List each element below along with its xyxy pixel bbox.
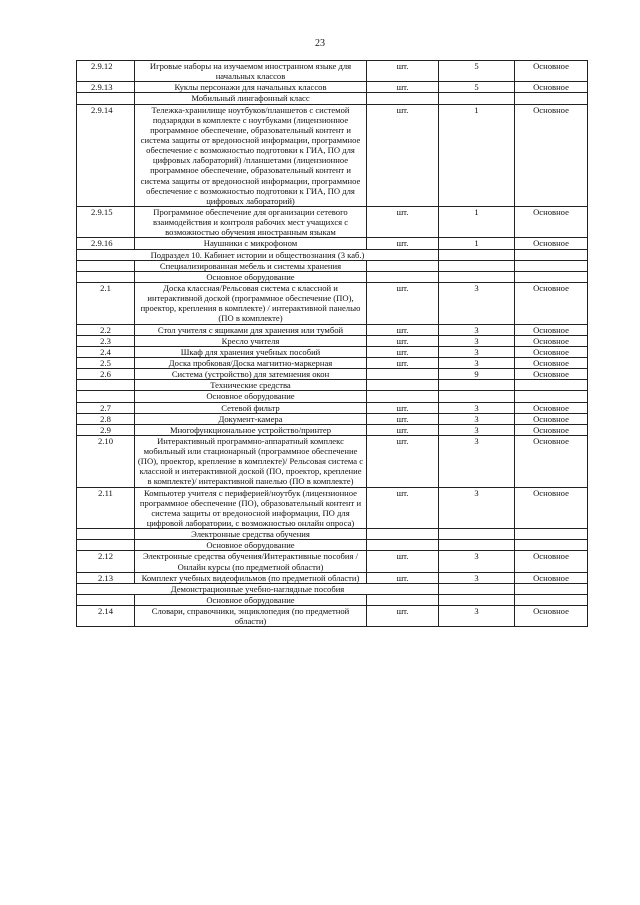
table-row (77, 346, 588, 357)
item-quantity: 3 (439, 346, 515, 357)
item-quantity: 3 (439, 335, 515, 346)
item-quantity: 1 (439, 104, 515, 206)
equipment-table-body (77, 61, 588, 627)
table-row (77, 324, 588, 335)
section-title: Мобильный лингафонный класс (135, 93, 367, 104)
item-type: Основное (515, 335, 588, 346)
section-header-row (77, 529, 588, 540)
empty-cell (367, 595, 439, 606)
subsection-title: Демонстрационные учебно-наглядные пособия (77, 583, 439, 594)
empty-cell (515, 583, 588, 594)
empty-cell (77, 595, 135, 606)
item-number: 2.11 (77, 487, 135, 529)
item-unit: шт. (367, 346, 439, 357)
section-header-row (77, 595, 588, 606)
item-name: Сетевой фильтр (135, 402, 367, 413)
item-number: 2.4 (77, 346, 135, 357)
empty-cell (439, 260, 515, 271)
subsection-header-row (77, 583, 588, 594)
item-type: Основное (515, 82, 588, 93)
empty-cell (439, 529, 515, 540)
item-number: 2.14 (77, 606, 135, 627)
item-type: Основное (515, 487, 588, 529)
item-type: Основное (515, 357, 588, 368)
item-name: Документ-камера (135, 413, 367, 424)
item-name: Игровые наборы на изучаемом иностранном языке для начальных классов (135, 61, 367, 82)
item-type: Основное (515, 435, 588, 487)
table-row (77, 369, 588, 380)
item-name: Интерактивный программно-аппаратный комплекс мобильный или стационарный (программное обеспечение (ПО), проектор, крепление в комплекте)/ Рельсовая система с классной и интерактивной доской (ПО, проектор, крепление в комплекте)/ интерактивной панелью (ПО в комплекте) (135, 435, 367, 487)
item-unit: шт. (367, 61, 439, 82)
item-quantity: 1 (439, 238, 515, 249)
empty-cell (367, 93, 439, 104)
item-unit: шт. (367, 324, 439, 335)
item-quantity: 3 (439, 413, 515, 424)
subsection-header-row (77, 249, 588, 260)
table-row (77, 282, 588, 324)
empty-cell (367, 391, 439, 402)
item-type: Основное (515, 324, 588, 335)
item-type: Основное (515, 369, 588, 380)
table-row (77, 606, 588, 627)
item-unit: шт. (367, 357, 439, 368)
item-number: 2.2 (77, 324, 135, 335)
item-unit: шт. (367, 104, 439, 206)
item-number: 2.8 (77, 413, 135, 424)
empty-cell (515, 380, 588, 391)
item-unit: шт. (367, 424, 439, 435)
item-quantity: 3 (439, 487, 515, 529)
empty-cell (439, 391, 515, 402)
empty-cell (515, 595, 588, 606)
table-row (77, 424, 588, 435)
empty-cell (515, 391, 588, 402)
empty-cell (77, 380, 135, 391)
item-number: 2.6 (77, 369, 135, 380)
empty-cell (439, 540, 515, 551)
item-number: 2.12 (77, 551, 135, 572)
table-row (77, 206, 588, 237)
empty-cell (515, 93, 588, 104)
empty-cell (367, 260, 439, 271)
section-header-row (77, 391, 588, 402)
empty-cell (439, 583, 515, 594)
item-name: Наушники с микрофоном (135, 238, 367, 249)
item-number: 2.9 (77, 424, 135, 435)
table-row (77, 487, 588, 529)
item-name: Словари, справочники, энциклопедия (по предметной области) (135, 606, 367, 627)
section-title: Основное оборудование (135, 391, 367, 402)
item-quantity: 3 (439, 282, 515, 324)
item-name: Доска пробковая/Доска магнитно-маркерная (135, 357, 367, 368)
item-name: Доска классная/Рельсовая система с классной и интерактивной доской (программное обеспечение (ПО), проектор, крепления в комплекте) / интерактивной панелью (ПО в комплекте) (135, 282, 367, 324)
empty-cell (439, 595, 515, 606)
empty-cell (515, 249, 588, 260)
item-type: Основное (515, 413, 588, 424)
equipment-table (76, 60, 588, 627)
item-unit: шт. (367, 435, 439, 487)
item-name: Куклы персонажи для начальных классов (135, 82, 367, 93)
item-quantity: 3 (439, 324, 515, 335)
item-name: Стол учителя с ящиками для хранения или тумбой (135, 324, 367, 335)
item-type: Основное (515, 104, 588, 206)
item-quantity: 5 (439, 61, 515, 82)
item-unit: шт. (367, 402, 439, 413)
table-row (77, 61, 588, 82)
item-number: 2.9.14 (77, 104, 135, 206)
item-number: 2.5 (77, 357, 135, 368)
empty-cell (367, 271, 439, 282)
item-quantity: 3 (439, 435, 515, 487)
item-number: 2.7 (77, 402, 135, 413)
empty-cell (439, 380, 515, 391)
item-unit: шт. (367, 572, 439, 583)
item-name: Шкаф для хранения учебных пособий (135, 346, 367, 357)
table-row (77, 413, 588, 424)
item-type: Основное (515, 572, 588, 583)
section-title: Основное оборудование (135, 595, 367, 606)
item-type: Основное (515, 402, 588, 413)
empty-cell (367, 540, 439, 551)
item-name: Тележка-хранилище ноутбуков/планшетов с системой подзарядки в комплекте с ноутбуками (лицензионное программное обеспечение, образовательный контент и система защиты от вредоносной информации, программное обеспечение с возможностью подготовки к ГИА, ПО для цифровых лабораторий) /планшетами (лицензионное программное обеспечение, образовательный контент и система защиты от вредоносной информации, программное обеспечение с возможностью подготовки к ГИА, ПО для цифровых лабораторий) (135, 104, 367, 206)
table-row (77, 238, 588, 249)
item-quantity: 3 (439, 606, 515, 627)
item-type: Основное (515, 424, 588, 435)
item-number: 2.9.13 (77, 82, 135, 93)
section-title: Технические средства (135, 380, 367, 391)
item-type: Основное (515, 606, 588, 627)
item-type: Основное (515, 551, 588, 572)
table-row (77, 551, 588, 572)
section-title: Электронные средства обучения (135, 529, 367, 540)
item-type: Основное (515, 206, 588, 237)
empty-cell (439, 271, 515, 282)
item-number: 2.10 (77, 435, 135, 487)
item-name: Электронные средства обучения/Интерактивные пособия / Онлайн курсы (по предметной области) (135, 551, 367, 572)
table-row (77, 104, 588, 206)
section-header-row (77, 260, 588, 271)
item-name: Компьютер учителя с периферией/ноутбук (лицензионное программное обеспечение (ПО), образовательный контент и система защиты от вредоносной информации, ПО для цифровой лаборатории, с возможностью онлайн опроса) (135, 487, 367, 529)
item-unit: шт. (367, 335, 439, 346)
item-quantity: 5 (439, 82, 515, 93)
item-unit: шт. (367, 282, 439, 324)
empty-cell (515, 529, 588, 540)
item-unit: шт. (367, 413, 439, 424)
empty-cell (515, 271, 588, 282)
item-unit: шт. (367, 606, 439, 627)
item-type: Основное (515, 282, 588, 324)
item-name: Программное обеспечение для организации сетевого взаимодействия и контроля рабочих мест учащихся с возможностью обучения иностранным языкам (135, 206, 367, 237)
empty-cell (77, 271, 135, 282)
item-unit (367, 369, 439, 380)
item-quantity: 3 (439, 357, 515, 368)
item-type: Основное (515, 346, 588, 357)
item-quantity: 1 (439, 206, 515, 237)
empty-cell (367, 380, 439, 391)
item-quantity: 3 (439, 424, 515, 435)
section-header-row (77, 271, 588, 282)
empty-cell (367, 529, 439, 540)
item-name: Система (устройство) для затемнения окон (135, 369, 367, 380)
item-type: Основное (515, 61, 588, 82)
empty-cell (77, 260, 135, 271)
item-name: Кресло учителя (135, 335, 367, 346)
item-quantity: 3 (439, 551, 515, 572)
table-row (77, 572, 588, 583)
item-name: Комплект учебных видеофильмов (по предметной области) (135, 572, 367, 583)
page-number: 23 (315, 38, 325, 49)
empty-cell (77, 540, 135, 551)
table-row (77, 82, 588, 93)
item-unit: шт. (367, 206, 439, 237)
item-unit: шт. (367, 487, 439, 529)
item-unit: шт. (367, 551, 439, 572)
item-unit: шт. (367, 238, 439, 249)
empty-cell (515, 540, 588, 551)
empty-cell (439, 249, 515, 260)
table-row (77, 335, 588, 346)
section-header-row (77, 380, 588, 391)
section-header-row (77, 540, 588, 551)
section-title: Специализированная мебель и системы хранения (135, 260, 367, 271)
subsection-title: Подраздел 10. Кабинет истории и обществознания (3 каб.) (77, 249, 439, 260)
empty-cell (77, 529, 135, 540)
item-quantity: 9 (439, 369, 515, 380)
item-name: Многофункциональное устройство/принтер (135, 424, 367, 435)
item-number: 2.9.16 (77, 238, 135, 249)
item-unit: шт. (367, 82, 439, 93)
section-title: Основное оборудование (135, 271, 367, 282)
item-type: Основное (515, 238, 588, 249)
item-number: 2.9.12 (77, 61, 135, 82)
item-number: 2.3 (77, 335, 135, 346)
empty-cell (77, 391, 135, 402)
item-quantity: 3 (439, 572, 515, 583)
table-row (77, 357, 588, 368)
table-row (77, 402, 588, 413)
empty-cell (439, 93, 515, 104)
item-number: 2.13 (77, 572, 135, 583)
empty-cell (77, 93, 135, 104)
item-number: 2.9.15 (77, 206, 135, 237)
table-row (77, 435, 588, 487)
item-number: 2.1 (77, 282, 135, 324)
empty-cell (515, 260, 588, 271)
item-quantity: 3 (439, 402, 515, 413)
section-title: Основное оборудование (135, 540, 367, 551)
section-header-row (77, 93, 588, 104)
